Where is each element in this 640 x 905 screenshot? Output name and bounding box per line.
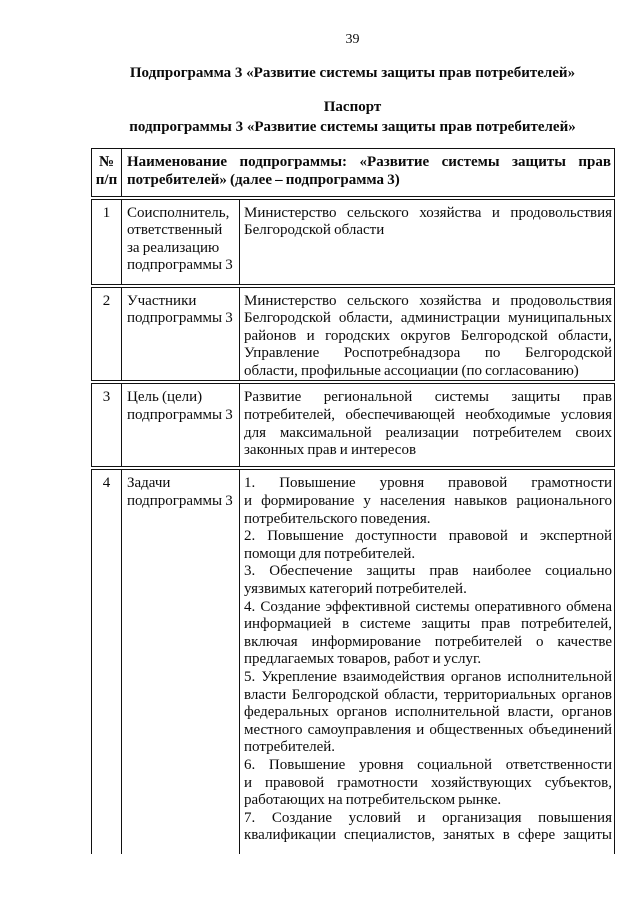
content-line: области, профильные ассоциации (по согласованию)	[244, 362, 579, 379]
row-label-line: Задачи	[127, 475, 171, 492]
content-line: федеральных органов исполнительной власти, органов	[244, 704, 612, 721]
row-label-line: Цель (цели)	[127, 389, 203, 406]
content-line: 1. Повышение уровня правовой грамотности	[244, 475, 612, 492]
content-line: для максимальной реализации потребителем своих	[244, 424, 612, 441]
document-title: Подпрограмма 3 «Развитие системы защиты прав потребителей»	[129, 65, 576, 81]
content-line: законных прав и интересов	[244, 442, 417, 459]
content-line: и формирование у населения навыков рационального	[244, 493, 612, 510]
content-line: 6. Повышение уровня социальной ответственности	[244, 756, 612, 773]
row-number: 2	[92, 286, 122, 383]
content-line: местного самоуправления и общественных объединений	[244, 721, 612, 738]
table-row	[92, 468, 615, 854]
content-line: квалификации специалистов, занятых в сфере защиты	[244, 827, 612, 844]
row-label-cell	[122, 468, 240, 854]
table-header-row	[92, 149, 615, 198]
passport-heading: Паспорт	[323, 99, 382, 115]
passport-table	[91, 148, 615, 854]
paragraph	[244, 810, 612, 845]
row-label-line: Участники	[127, 292, 197, 309]
content-line: помощи для потребителей.	[244, 545, 416, 562]
header-number-line: п/п	[95, 171, 118, 188]
content-line: Министерство сельского хозяйства и продовольствия	[244, 292, 612, 309]
content-line: Министерство сельского хозяйства и продовольствия	[244, 204, 612, 221]
content-line: работающих на потребительском рынке.	[244, 792, 502, 809]
row-label-line: за реализацию	[127, 239, 220, 256]
row-label-line: подпрограммы 3	[127, 310, 233, 327]
table-row	[92, 286, 615, 383]
content-line: власти Белгородской области, территориальных органов	[244, 686, 612, 703]
paragraph	[244, 669, 612, 757]
content-line: потребителей.	[244, 739, 336, 756]
content-line: 3. Обеспечение защиты прав наиболее социально	[244, 563, 612, 580]
row-content-cell	[240, 382, 615, 468]
row-number: 1	[92, 198, 122, 286]
content-line: уязвимых категорий потребителей.	[244, 581, 467, 598]
paragraph	[244, 293, 612, 381]
paragraph	[244, 563, 612, 598]
header-number-cell	[92, 149, 122, 198]
paragraph	[244, 475, 612, 528]
content-line: предлагаемых товаров, работ и услуг.	[244, 651, 482, 668]
paragraph	[127, 154, 611, 189]
row-label-line: ответственный	[127, 222, 223, 239]
content-line: потребителей, обеспечивающей необходимые условия	[244, 407, 612, 424]
row-content-cell	[240, 286, 615, 383]
row-label-cell	[122, 382, 240, 468]
content-line: Развитие региональной системы защиты прав	[244, 389, 612, 406]
content-line: Наименование подпрограммы: «Развитие системы защиты прав	[127, 154, 611, 170]
content-line: и правовой грамотности хозяйствующих субъектов,	[244, 774, 612, 791]
row-number: 4	[92, 468, 122, 854]
paragraph	[244, 205, 612, 240]
row-number: 3	[92, 382, 122, 468]
page-number: 39	[345, 32, 360, 47]
content-line: 7. Создание условий и организация повышения	[244, 809, 612, 826]
paragraph	[244, 757, 612, 810]
paragraph	[244, 599, 612, 669]
row-label-cell	[122, 198, 240, 286]
content-line: 5. Укрепление взаимодействия органов исполнительной	[244, 669, 612, 685]
paragraph	[244, 389, 612, 459]
content-line: Управление Роспотребнадзора по Белгородской	[244, 345, 612, 362]
row-label-line: подпрограммы 3	[127, 407, 233, 424]
content-line: районов и городских округов Белгородской области,	[244, 327, 612, 344]
content-line: потребителей» (далее – подпрограмма 3)	[127, 171, 400, 188]
table-row	[92, 382, 615, 468]
paragraph	[244, 528, 612, 563]
row-label-line: подпрограммы 3	[127, 257, 233, 274]
row-content-cell	[240, 198, 615, 286]
content-line: Белгородской области	[244, 222, 385, 239]
header-name-cell	[122, 149, 615, 198]
content-line: информацией в системе защиты прав потребителей,	[244, 616, 612, 633]
header-number-line: №	[98, 154, 115, 170]
content-line: 4. Создание эффективной системы оперативного обмена	[244, 598, 612, 615]
content-line: включая информирование потребителей о качестве	[244, 633, 612, 650]
row-content-cell	[240, 468, 615, 854]
content-line: Белгородской области, администрации муниципальных	[244, 310, 612, 327]
content-line: потребительского поведения.	[244, 510, 431, 527]
row-label-line: подпрограммы 3	[127, 493, 233, 510]
row-label-line: Соисполнитель,	[127, 204, 230, 221]
table-row	[92, 198, 615, 286]
row-label-cell	[122, 286, 240, 383]
passport-subheading: подпрограммы 3 «Развитие системы защиты прав потребителей»	[129, 119, 576, 135]
content-line: 2. Повышение доступности правовой и экспертной	[244, 528, 612, 545]
